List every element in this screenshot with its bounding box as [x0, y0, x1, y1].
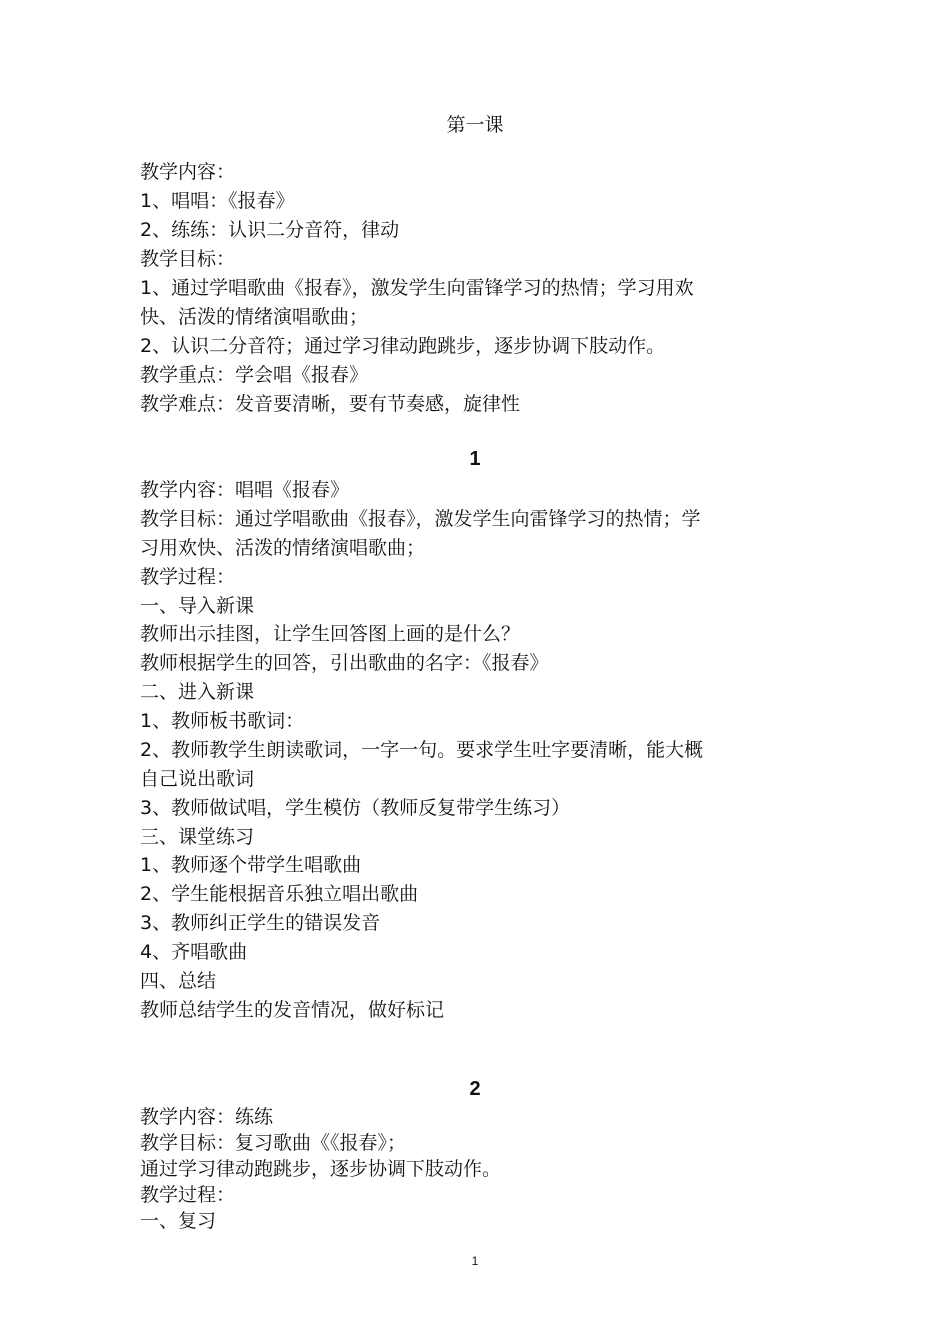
section-number-2: 2 — [469, 1078, 481, 1100]
section1-line: 4、齐唱歌曲 — [140, 941, 248, 963]
section2-line: 教学内容：练练 — [140, 1106, 274, 1128]
section1-line: 教学过程： — [140, 566, 236, 588]
section1-line: 二、进入新课 — [140, 681, 255, 703]
section1-line: 教师根据学生的回答，引出歌曲的名字：《报春》 — [140, 652, 549, 674]
intro-line: 快、活泼的情绪演唱歌曲； — [140, 306, 369, 328]
section1-line: 教师出示挂图，让学生回答图上画的是什么？ — [140, 623, 521, 645]
section1-line: 2、学生能根据音乐独立唱出歌曲 — [140, 883, 419, 905]
section1-line: 教师总结学生的发音情况，做好标记 — [140, 999, 445, 1021]
section1-line: 1、教师板书歌词： — [140, 710, 305, 732]
lesson-title: 第一课 — [446, 114, 504, 136]
section2-line: 一、复习 — [140, 1210, 217, 1232]
section2-line: 教学过程： — [140, 1184, 236, 1206]
section1-line: 自己说出歌词 — [140, 768, 255, 790]
section1-line: 四、总结 — [140, 970, 217, 992]
intro-line: 教学难点：发音要清晰，要有节奏感，旋律性 — [140, 393, 521, 415]
section-number-1: 1 — [469, 448, 481, 470]
section1-line: 2、教师教学生朗读歌词，一字一句。要求学生吐字要清晰，能大概 — [140, 739, 704, 761]
intro-line: 教学目标： — [140, 248, 236, 270]
page-number: 1 — [471, 1254, 479, 1268]
section2-line: 教学目标：复习歌曲《《报春》； — [140, 1132, 407, 1154]
intro-line: 1、唱唱：《报春》 — [140, 190, 295, 212]
section1-line: 习用欢快、活泼的情绪演唱歌曲； — [140, 537, 426, 559]
section1-line: 教学内容：唱唱《报春》 — [140, 479, 350, 501]
section2-line: 通过学习律动跑跳步，逐步协调下肢动作。 — [140, 1158, 502, 1180]
intro-line: 教学重点：学会唱《报春》 — [140, 364, 369, 386]
section1-line: 一、导入新课 — [140, 595, 255, 617]
intro-line: 2、认识二分音符；通过学习律动跑跳步，逐步协调下肢动作。 — [140, 335, 666, 357]
section1-line: 3、教师做试唱，学生模仿（教师反复带学生练习） — [140, 797, 571, 819]
intro-line: 1、通过学唱歌曲《报春》，激发学生向雷锋学习的热情；学习用欢 — [140, 277, 694, 299]
section1-line: 教学目标：通过学唱歌曲《报春》，激发学生向雷锋学习的热情；学 — [140, 508, 701, 530]
section1-line: 三、课堂练习 — [140, 826, 255, 848]
intro-line: 2、练练：认识二分音符，律动 — [140, 219, 400, 241]
section1-line: 1、教师逐个带学生唱歌曲 — [140, 854, 362, 876]
intro-line: 教学内容： — [140, 161, 236, 183]
section1-line: 3、教师纠正学生的错误发音 — [140, 912, 381, 934]
